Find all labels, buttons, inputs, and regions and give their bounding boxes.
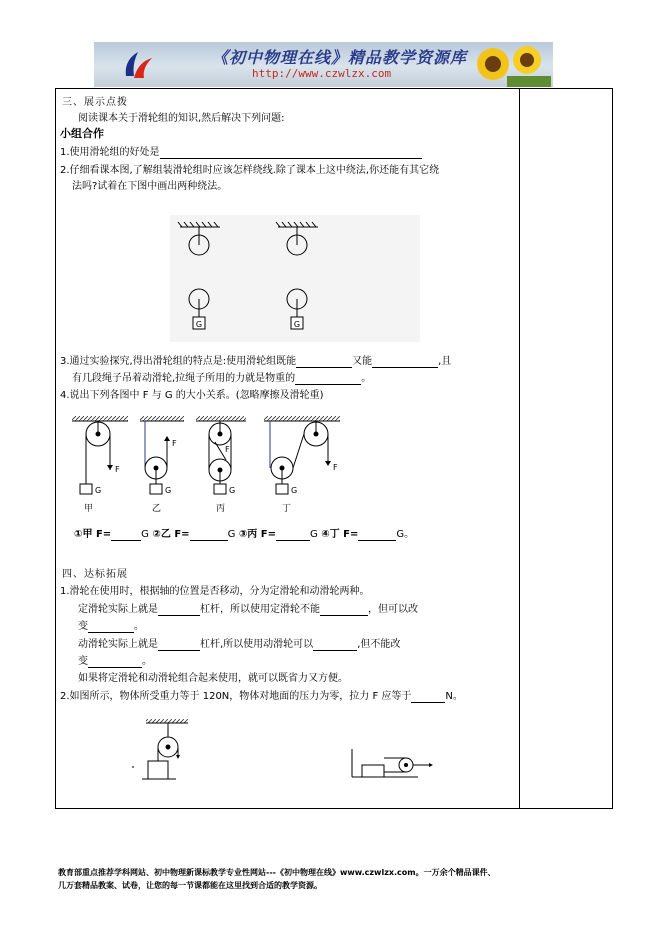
section4-q2 bbox=[60, 690, 463, 703]
weight-label-bing: G bbox=[229, 486, 236, 495]
weight-label-left: G bbox=[195, 320, 203, 329]
q2-text: 2.如图所示，物体所受重力等于 120N，物体对地面的压力为零，拉力 F 应等于 bbox=[60, 691, 412, 702]
pulley-system-ding bbox=[264, 416, 340, 494]
answer-yi-suffix: G bbox=[227, 529, 236, 540]
weight-label-right: G bbox=[293, 320, 301, 329]
force-label-jia: F bbox=[115, 465, 120, 474]
label-ding: 丁 bbox=[282, 504, 292, 514]
q1-text: 1.使用滑轮组的好处是 bbox=[60, 147, 160, 158]
section3-intro: 阅读课本关于滑轮组的知识,然后解决下列问题: bbox=[78, 113, 285, 124]
combine-note: 如果将定滑轮和动滑轮组合起来使用，就可以既省力又方便。 bbox=[78, 673, 348, 684]
header-banner bbox=[94, 42, 553, 87]
movable-pulley-line1 bbox=[78, 638, 400, 651]
fixed-text-c: ，但可以改 bbox=[368, 604, 418, 615]
answer-ding-suffix: G。 bbox=[396, 529, 415, 540]
table-divider bbox=[519, 88, 520, 809]
pulley-systems-figure bbox=[68, 412, 358, 516]
weight-label-jia: G bbox=[95, 486, 102, 495]
q3-blank-2[interactable] bbox=[372, 357, 438, 368]
q3-text-a: 3.通过实验探究,得出滑轮组的特点是:使用滑轮组既能 bbox=[60, 356, 297, 367]
fixed-line2-text: 变 bbox=[78, 621, 88, 632]
force-label-yi: F bbox=[172, 439, 177, 448]
fixed-pulley-line2 bbox=[78, 620, 144, 633]
q3-blank-3[interactable] bbox=[295, 374, 361, 385]
question-3-3-line2 bbox=[72, 372, 371, 385]
question-3-2-line1: 2.仔细看课本图,了解组装滑轮组时应该怎样绕线.除了课本上这中绕法,你还能有其它绕 bbox=[60, 165, 440, 176]
movable-line2-end: 。 bbox=[142, 656, 152, 667]
site-logo bbox=[120, 46, 156, 82]
section4-heading: 四、达标拓展 bbox=[62, 569, 128, 580]
q2-unit: N。 bbox=[445, 691, 463, 702]
fixed-blank-1[interactable] bbox=[158, 605, 200, 616]
hanging-pulley-figure bbox=[128, 715, 192, 783]
answer-bing-blank[interactable] bbox=[276, 530, 310, 541]
fixed-blank-2[interactable] bbox=[320, 605, 368, 616]
section4-q1: 1.滑轮在使用时，根据轴的位置是否移动，分为定滑轮和动滑轮两种。 bbox=[60, 586, 370, 597]
pulley-system-bing bbox=[196, 416, 246, 494]
answer-jia-prefix: ①甲 F= bbox=[74, 529, 112, 540]
question-3-1 bbox=[60, 146, 422, 159]
movable-line2-text: 变 bbox=[78, 656, 88, 667]
movable-text-a: 动滑轮实际上就是 bbox=[78, 639, 158, 650]
movable-blank-2[interactable] bbox=[313, 640, 357, 651]
movable-text-c: ,但不能改 bbox=[357, 639, 401, 650]
footer-line1: 教育部重点推荐学科网站、初中物理新课标教学专业性网站---《初中物理在线》www.czwlzx.com。一万余个精品课件、 bbox=[58, 868, 496, 877]
q3-blank-1[interactable] bbox=[296, 357, 352, 368]
fixed-blank-3[interactable] bbox=[88, 622, 134, 633]
pulley-system-yi bbox=[140, 416, 184, 494]
horizontal-pulley-figure bbox=[348, 745, 440, 781]
q2-blank[interactable] bbox=[411, 692, 445, 703]
movable-pulley-line2 bbox=[78, 655, 152, 668]
label-jia: 甲 bbox=[84, 504, 94, 514]
pulley-system-jia bbox=[72, 416, 128, 494]
answer-yi-prefix: ②乙 F= bbox=[152, 529, 190, 540]
banner-url[interactable]: http://www.czwlzx.com bbox=[252, 67, 392, 80]
q1-blank[interactable] bbox=[160, 148, 422, 159]
fg-answer-row bbox=[74, 528, 414, 541]
answer-ding-prefix: ④丁 F= bbox=[321, 529, 359, 540]
q3-text-b: 又能 bbox=[352, 356, 373, 367]
force-label-ding: F bbox=[333, 463, 338, 472]
answer-jia-suffix: G bbox=[141, 529, 149, 540]
q3-text-c: ,且 bbox=[438, 356, 452, 367]
weight-label-yi: G bbox=[165, 486, 172, 495]
movable-blank-3[interactable] bbox=[88, 657, 142, 668]
answer-ding-blank[interactable] bbox=[358, 530, 396, 541]
answer-bing-prefix: ③丙 F= bbox=[238, 529, 276, 540]
question-3-3-line1 bbox=[60, 355, 451, 368]
question-3-2-line2: 法吗?试着在下图中画出两种绕法。 bbox=[72, 181, 228, 192]
answer-yi-blank[interactable] bbox=[190, 530, 228, 541]
answer-jia-blank[interactable] bbox=[111, 530, 141, 541]
q3-line2-text: 有几段绳子吊着动滑轮,拉绳子所用的力就是物重的 bbox=[72, 373, 296, 384]
q3-line2-end: 。 bbox=[361, 373, 372, 384]
label-yi: 乙 bbox=[152, 504, 162, 514]
fixed-pulley-line1 bbox=[78, 603, 418, 616]
force-label-bing: F bbox=[225, 445, 230, 454]
fixed-text-a: 定滑轮实际上就是 bbox=[78, 604, 158, 615]
movable-text-b: 杠杆,所以使用动滑轮可以 bbox=[200, 639, 314, 650]
sunflower-icon bbox=[471, 42, 551, 87]
movable-blank-1[interactable] bbox=[158, 640, 200, 651]
group-title: 小组合作 bbox=[60, 127, 104, 140]
fixed-line2-end: 。 bbox=[134, 621, 144, 632]
fixed-text-b: 杠杆，所以使用定滑轮不能 bbox=[200, 604, 320, 615]
banner-title: 《初中物理在线》精品教学资源库 bbox=[212, 48, 468, 67]
pulley-drawing-figure bbox=[170, 215, 420, 342]
answer-bing-suffix: G bbox=[309, 529, 318, 540]
question-3-4: 4.说出下列各图中 F 与 G 的大小关系。(忽略摩擦及滑轮重) bbox=[60, 390, 324, 401]
weight-label-ding: G bbox=[291, 486, 298, 495]
label-bing: 丙 bbox=[216, 504, 226, 514]
footer-line2: 几万套精品教案、试卷，让您的每一节课都能在这里找到合适的教学资源。 bbox=[58, 881, 322, 890]
section3-heading: 三、展示点拨 bbox=[62, 97, 128, 108]
